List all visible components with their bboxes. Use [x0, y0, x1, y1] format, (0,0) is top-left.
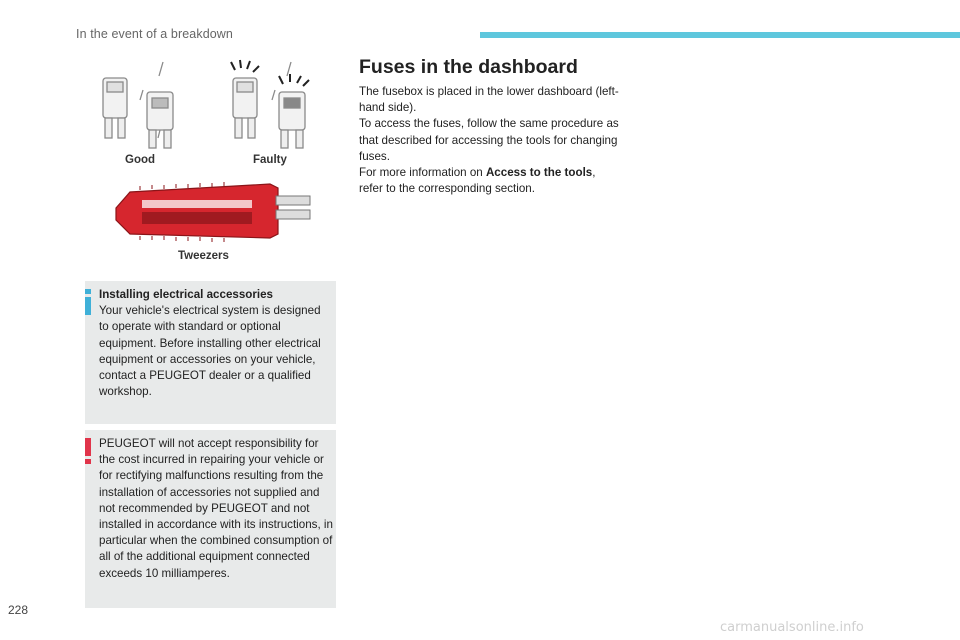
header-accent-bar	[480, 32, 960, 38]
page-number: 228	[8, 603, 29, 617]
info-box-text: Your vehicle's electrical system is designed to operate with standard or optional equipment. Before installing other electrical equipment or accessories on your vehicle, contact a PEUGEOT dealer or a qualified workshop.	[99, 304, 321, 399]
watermark: carmanualsonline.info	[720, 620, 864, 635]
fuse-faulty-label: Faulty	[253, 154, 287, 166]
body-paragraph: refer to the corresponding section.	[359, 182, 535, 196]
body-text-segment: For more information on	[359, 166, 486, 180]
body-paragraph: To access the fuses, follow the same procedure as that described for accessing the tools for changing fuses.	[359, 117, 619, 163]
warning-icon	[85, 438, 91, 464]
warning-box-text: PEUGEOT will not accept responsibility for the cost incurred in repairing your vehicle or for rectifying malfunctions resulting from the installation of accessories not supplied and not recommended by PEUGEOT and not installed in accordance with its instructions, in particular when the combined consumption of all of the additional equipment connected exceeds 10 milliamperes.	[99, 437, 333, 580]
body-text-segment: ,	[592, 166, 596, 180]
access-to-tools-reference: Access to the tools	[485, 166, 593, 180]
fuse-good-label: Good	[125, 154, 156, 166]
info-box	[85, 281, 336, 424]
body-paragraph: The fusebox is placed in the lower dashboard (left-hand side).	[359, 85, 619, 115]
warning-box	[85, 430, 336, 608]
info-icon	[85, 289, 91, 315]
tweezers-label: Tweezers	[178, 250, 229, 262]
body-paragraph	[359, 165, 627, 181]
info-box-title: Installing electrical accessories	[99, 288, 274, 301]
body-text	[359, 84, 627, 197]
section-title: In the event of a breakdown	[76, 27, 233, 41]
page-heading: Fuses in the dashboard	[359, 56, 578, 78]
tweezers-illustration	[110, 178, 320, 248]
